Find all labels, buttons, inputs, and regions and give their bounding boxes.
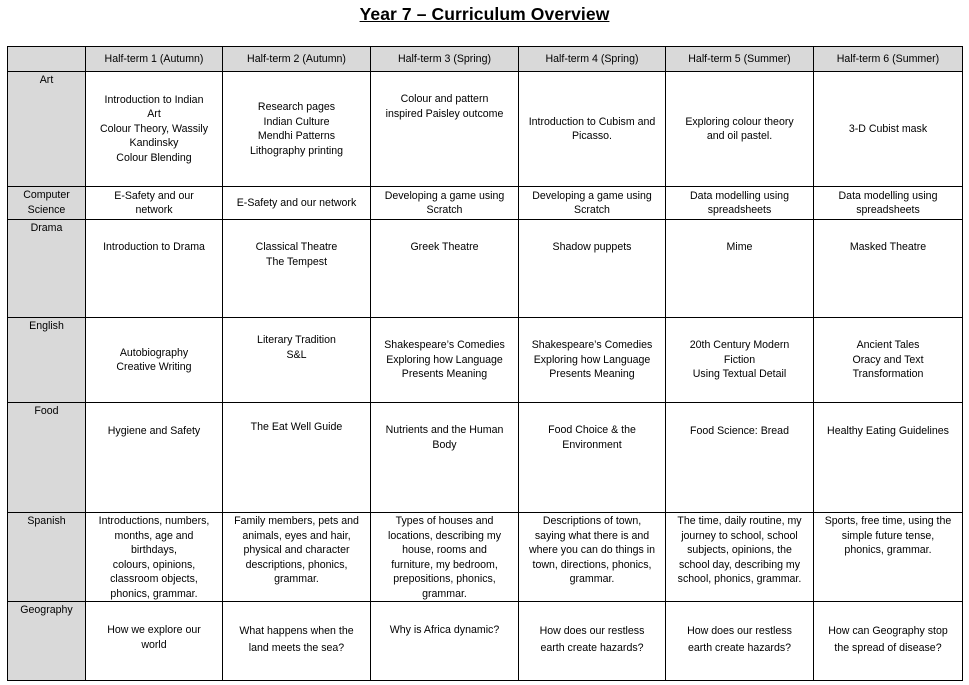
cell-text: Developing a game using Scratch bbox=[384, 189, 505, 216]
table-cell bbox=[666, 318, 814, 403]
table-cell bbox=[666, 72, 814, 187]
table-cell bbox=[86, 72, 223, 187]
cell-text: Family members, pets and animals, eyes and hair, physical and character descriptions, phonics, grammar. bbox=[234, 515, 359, 585]
table-cell bbox=[519, 187, 666, 220]
cell-text: Introduction to Indian Art Colour Theory, Wassily Kandinsky Colour Blending bbox=[99, 93, 209, 164]
table-cell bbox=[519, 513, 666, 602]
cell-text: Introductions, numbers, months, age and birthdays, colours, opinions, classroom objects, phonics, grammar. bbox=[98, 515, 210, 600]
table-cell bbox=[223, 72, 371, 187]
cell-text: Greek Theatre bbox=[410, 241, 479, 253]
cell-text: Data modelling using spreadsheets bbox=[690, 189, 789, 216]
table-cell bbox=[86, 220, 223, 318]
column-header: Half-term 4 (Spring) bbox=[519, 47, 666, 72]
column-header: Half-term 5 (Summer) bbox=[666, 47, 814, 72]
cell-text: Classical Theatre The Tempest bbox=[255, 241, 338, 268]
cell-text: Types of houses and locations, describing my house, rooms and furniture, my bedroom, prepositions, phonics, grammar. bbox=[387, 515, 502, 600]
cell-text: Autobiography Creative Writing bbox=[116, 346, 192, 373]
cell-text: Shakespeare’s Comedies Exploring how Language Presents Meaning bbox=[384, 339, 505, 381]
cell-text: Why is Africa dynamic? bbox=[389, 624, 500, 636]
table-cell bbox=[223, 220, 371, 318]
table-cell bbox=[814, 318, 963, 403]
table-cell bbox=[814, 513, 963, 602]
cell-text: Sports, free time, using the simple future tense, phonics, grammar. bbox=[824, 515, 952, 556]
cell-text: Literary Tradition S&L bbox=[257, 334, 336, 361]
table-cell bbox=[814, 220, 963, 318]
cell-text: Colour and pattern inspired Paisley outcome bbox=[385, 93, 504, 120]
cell-text: Mime bbox=[726, 241, 753, 253]
column-header: Half-term 3 (Spring) bbox=[371, 47, 519, 72]
subject-label: Geography bbox=[8, 602, 86, 681]
cell-text: How does our restless earth create hazards? bbox=[539, 625, 645, 654]
cell-text: E-Safety and our network bbox=[236, 196, 357, 209]
table-cell bbox=[666, 187, 814, 220]
table-cell bbox=[814, 602, 963, 681]
table-cell bbox=[814, 403, 963, 513]
table-cell bbox=[371, 403, 519, 513]
column-header: Half-term 2 (Autumn) bbox=[223, 47, 371, 72]
cell-text: How does our restless earth create hazards? bbox=[687, 625, 792, 654]
column-header: Half-term 1 (Autumn) bbox=[86, 47, 223, 72]
table-cell bbox=[86, 403, 223, 513]
cell-text: Masked Theatre bbox=[849, 241, 927, 253]
table-cell bbox=[371, 220, 519, 318]
table-cell bbox=[519, 602, 666, 681]
cell-text: Research pages Indian Culture Mendhi Patterns Lithography printing bbox=[249, 101, 344, 157]
table-cell bbox=[814, 72, 963, 187]
table-cell bbox=[86, 187, 223, 220]
subject-label: Drama bbox=[8, 220, 86, 318]
table-cell bbox=[519, 220, 666, 318]
table-cell bbox=[666, 403, 814, 513]
table-cell bbox=[666, 513, 814, 602]
cell-text: 20th Century Modern Fiction Using Textual Detail bbox=[689, 339, 790, 381]
table-cell bbox=[814, 187, 963, 220]
table-row-geography bbox=[8, 602, 963, 681]
table-cell bbox=[223, 602, 371, 681]
cell-text: The Eat Well Guide bbox=[250, 421, 343, 433]
subject-label: English bbox=[8, 318, 86, 403]
curriculum-table bbox=[7, 46, 963, 681]
table-cell bbox=[223, 403, 371, 513]
table-cell bbox=[86, 318, 223, 403]
cell-text: Food Science: Bread bbox=[690, 425, 789, 437]
table-cell bbox=[371, 187, 519, 220]
cell-text: Healthy Eating Guidelines bbox=[827, 425, 949, 437]
cell-text: How can Geography stop the spread of disease? bbox=[828, 625, 948, 654]
table-row-english bbox=[8, 318, 963, 403]
cell-text: Shadow puppets bbox=[552, 241, 632, 253]
table-cell bbox=[519, 403, 666, 513]
cell-text: Descriptions of town, saying what there is and where you can do things in town, directions, phonics, grammar. bbox=[528, 515, 656, 585]
table-cell bbox=[371, 318, 519, 403]
table-cell bbox=[371, 602, 519, 681]
table-row-art bbox=[8, 72, 963, 187]
table-cell bbox=[371, 513, 519, 602]
table-cell bbox=[223, 187, 371, 220]
subject-label: Computer Science bbox=[8, 187, 86, 220]
cell-text: Introduction to Cubism and Picasso. bbox=[528, 115, 656, 142]
cell-text: E-Safety and our network bbox=[114, 189, 194, 216]
cell-text: Ancient Tales Oracy and Text Transformation bbox=[852, 339, 924, 381]
table-row-food bbox=[8, 403, 963, 513]
cell-text: Shakespeare’s Comedies Exploring how Language Presents Meaning bbox=[531, 339, 653, 381]
cell-text: How we explore our world bbox=[107, 624, 201, 651]
cell-text: Data modelling using spreadsheets bbox=[838, 189, 938, 216]
subject-label: Art bbox=[8, 72, 86, 187]
table-row-computer-science bbox=[8, 187, 963, 220]
subject-label: Spanish bbox=[8, 513, 86, 602]
table-cell bbox=[86, 513, 223, 602]
table-row-spanish bbox=[8, 513, 963, 602]
cell-text: Nutrients and the Human Body bbox=[385, 424, 504, 451]
cell-text: Hygiene and Safety bbox=[107, 425, 201, 437]
table-cell bbox=[223, 318, 371, 403]
cell-text: The time, daily routine, my journey to school, school subjects, opinions, the school day, describing my school, phonics, grammar. bbox=[677, 515, 802, 585]
table-cell bbox=[666, 602, 814, 681]
table-cell bbox=[519, 318, 666, 403]
page-title: Year 7 – Curriculum Overview bbox=[359, 4, 610, 24]
header-row bbox=[8, 47, 963, 72]
subject-label: Food bbox=[8, 403, 86, 513]
table-cell bbox=[86, 602, 223, 681]
column-header: Half-term 6 (Summer) bbox=[814, 47, 963, 72]
table-cell bbox=[371, 72, 519, 187]
cell-text: 3-D Cubist mask bbox=[848, 122, 928, 135]
table-cell bbox=[519, 72, 666, 187]
cell-text: Developing a game using Scratch bbox=[532, 189, 652, 216]
cell-text: Exploring colour theory and oil pastel. bbox=[685, 115, 794, 142]
corner-cell bbox=[8, 47, 86, 72]
cell-text: What happens when the land meets the sea? bbox=[239, 625, 354, 654]
table-cell bbox=[223, 513, 371, 602]
cell-text: Introduction to Drama bbox=[103, 241, 205, 253]
table-cell bbox=[666, 220, 814, 318]
cell-text: Food Choice & the Environment bbox=[548, 424, 636, 451]
table-row-drama bbox=[8, 220, 963, 318]
